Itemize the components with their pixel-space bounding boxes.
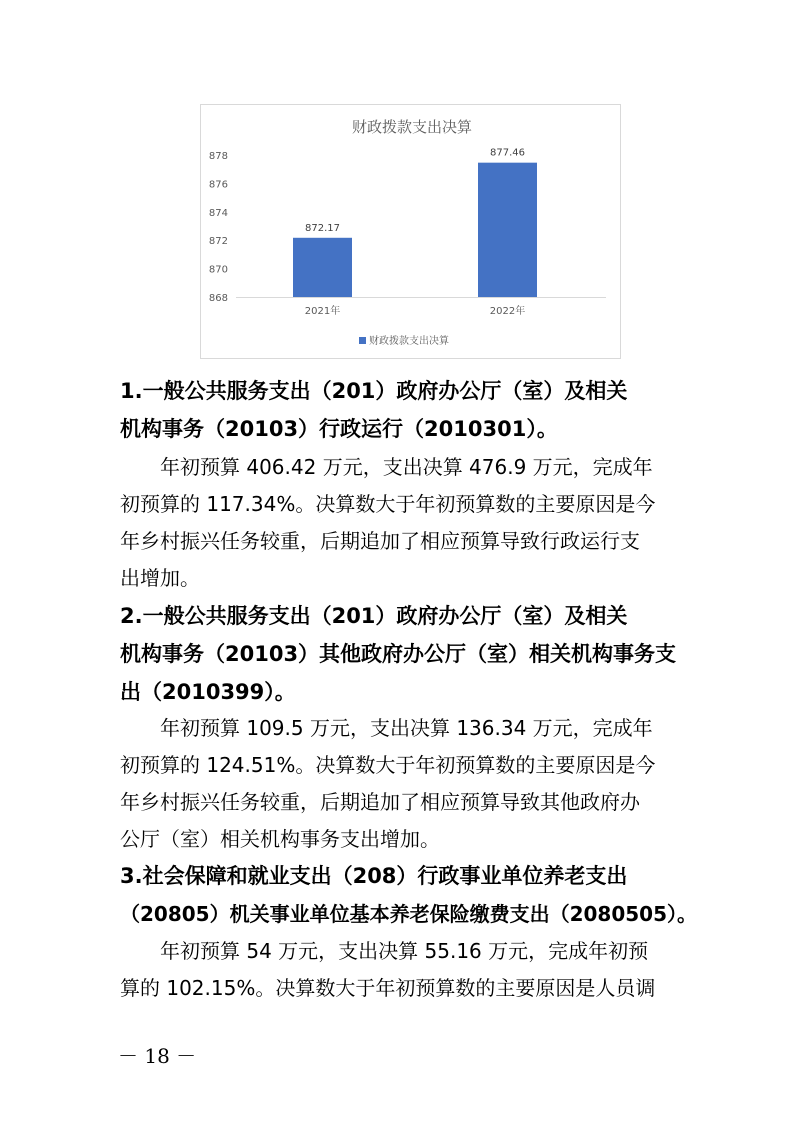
y-tick-label: 868 <box>208 293 228 304</box>
section-2-para-line: 年初预算 109.5 万元，支出决算 136.34 万元，完成年 <box>120 716 653 740</box>
bar-value-label: 872.17 <box>305 222 340 234</box>
x-tick-label: 2022年 <box>489 306 526 317</box>
legend-swatch <box>359 337 366 344</box>
section-3-heading-line: （20805）机关事业单位基本养老保险缴费支出（2080505）。 <box>120 902 697 926</box>
legend-label: 财政拨款支出决算 <box>369 336 449 347</box>
section-2-para-line: 公厅（室）相关机构事务支出增加。 <box>120 827 440 851</box>
bar-2022年 <box>478 163 537 297</box>
section-2-heading-line: 2.一般公共服务支出（201）政府办公厅（室）及相关 <box>120 604 628 628</box>
x-tick-label: 2021年 <box>304 306 341 317</box>
section-2-heading <box>120 597 677 711</box>
section-1-para-line: 出增加。 <box>120 566 200 590</box>
page-number: － 18 － <box>118 1044 197 1068</box>
bar-value-label: 877.46 <box>490 147 525 159</box>
section-2-para-line: 年乡村振兴任务较重，后期追加了相应预算导致其他政府办 <box>120 790 640 814</box>
section-2-heading-line: 机构事务（20103）其他政府办公厅（室）相关机构事务支 <box>120 642 677 666</box>
section-3-heading <box>120 857 697 933</box>
section-1-para-line: 年初预算 406.42 万元，支出决算 476.9 万元，完成年 <box>120 455 653 479</box>
section-3-paragraph <box>120 933 672 1007</box>
section-3-para-line: 年初预算 54 万元，支出决算 55.16 万元，完成年初预 <box>120 939 649 963</box>
budget-bar-chart <box>200 104 621 359</box>
section-2-para-line: 初预算的 124.51%。决算数大于年初预算数的主要原因是今 <box>120 753 656 777</box>
section-3-heading-line: 3.社会保障和就业支出（208）行政事业单位养老支出 <box>120 864 628 888</box>
section-1-heading <box>120 372 672 448</box>
y-tick-label: 878 <box>208 151 228 162</box>
section-2-heading-line: 出（2010399）。 <box>120 680 296 704</box>
chart-svg <box>201 105 622 360</box>
section-1-paragraph <box>120 449 672 597</box>
y-tick-label: 872 <box>208 236 228 248</box>
chart-title: 财政拨款支出决算 <box>351 118 473 136</box>
section-1-heading-line: 机构事务（20103）行政运行（2010301）。 <box>120 417 558 441</box>
y-tick-label: 870 <box>208 264 228 276</box>
bar-2021年 <box>293 238 352 297</box>
section-1-para-line: 年乡村振兴任务较重，后期追加了相应预算导致行政运行支 <box>120 529 640 553</box>
y-tick-label: 876 <box>208 179 228 191</box>
section-1-para-line: 初预算的 117.34%。决算数大于年初预算数的主要原因是今 <box>120 492 656 516</box>
section-3-para-line: 算的 102.15%。决算数大于年初预算数的主要原因是人员调 <box>120 976 656 1000</box>
section-1-heading-line: 1.一般公共服务支出（201）政府办公厅（室）及相关 <box>120 379 628 403</box>
y-tick-label: 874 <box>208 207 228 219</box>
section-2-paragraph <box>120 710 672 858</box>
